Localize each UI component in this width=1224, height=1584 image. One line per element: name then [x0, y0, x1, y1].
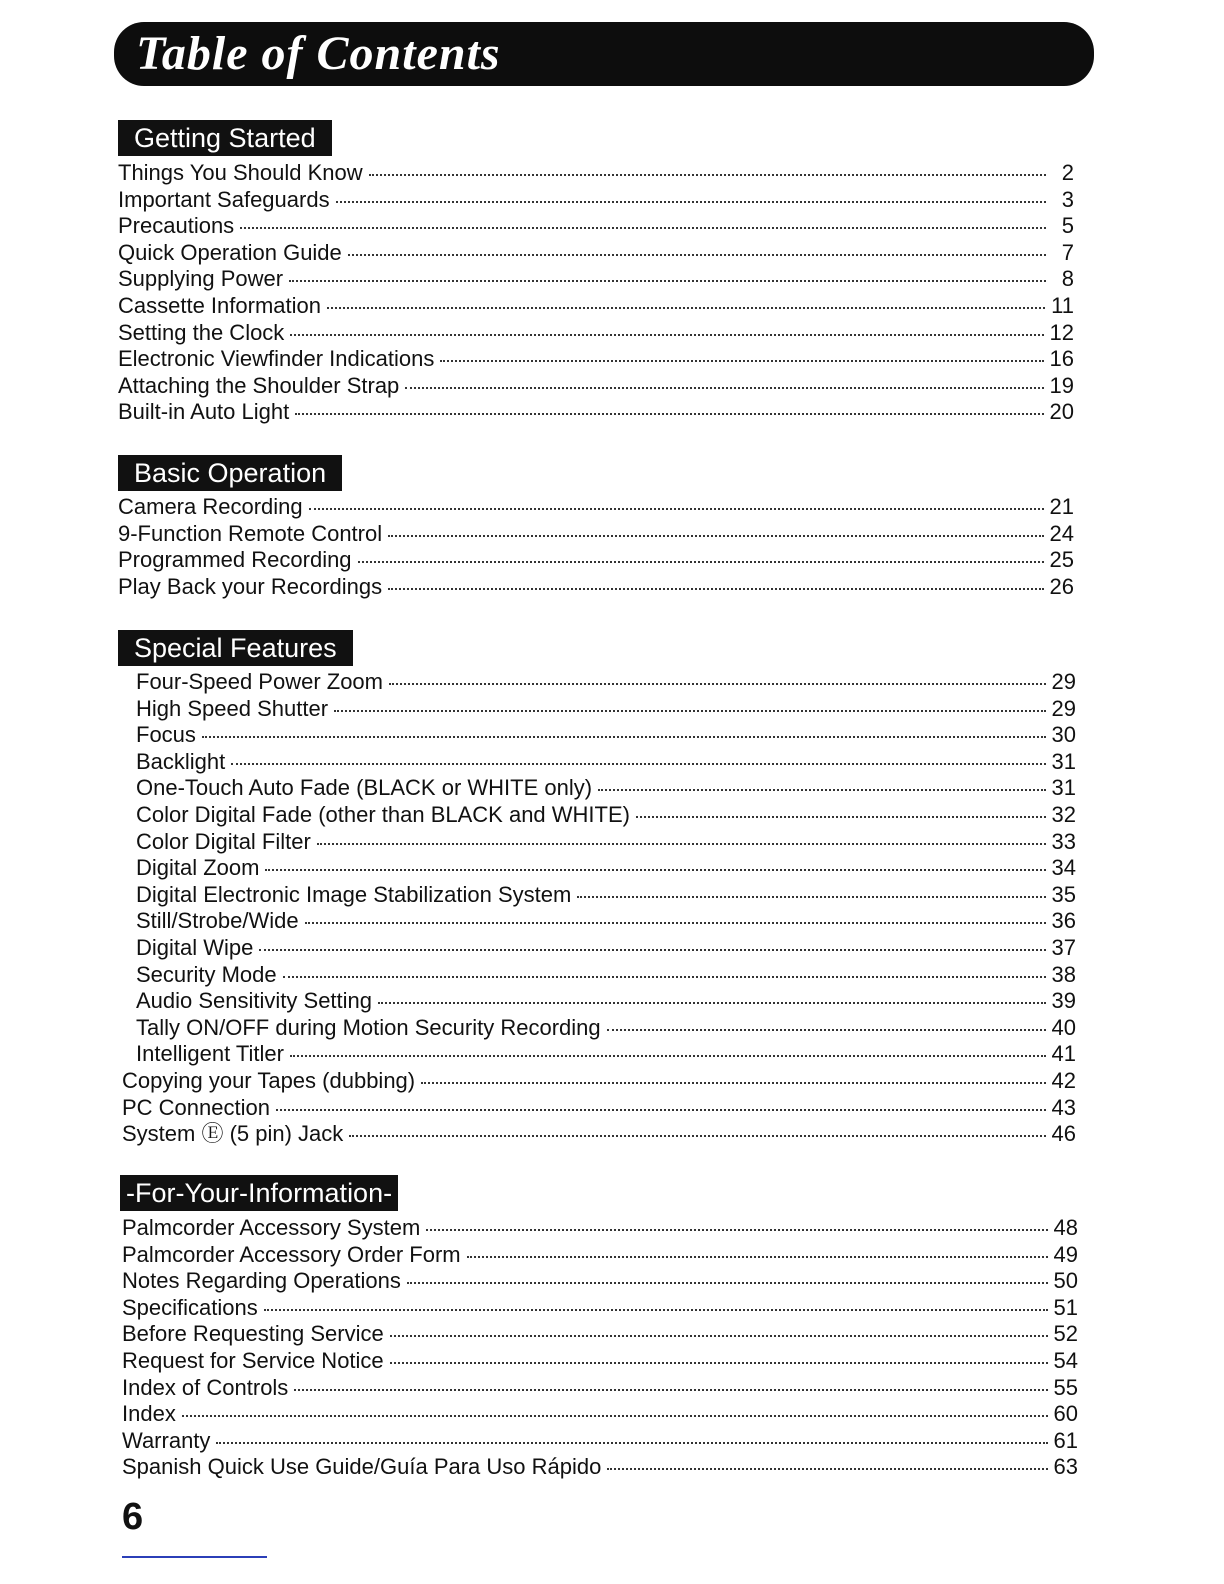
toc-entry-page: 37 [1051, 934, 1076, 960]
toc-entry-label: Still/Strobe/Wide [136, 908, 299, 934]
toc-entry-label: Quick Operation Guide [118, 239, 342, 265]
dot-leader [405, 387, 1043, 389]
toc-entry-label: Camera Recording [118, 494, 303, 519]
toc-entry-label: Built-in Auto Light [118, 399, 290, 425]
toc-entry-label: Color Digital Filter [136, 828, 311, 854]
toc-entry-page: 3 [1061, 186, 1074, 212]
toc-entry-label: Digital Electronic Image Stabilization System [136, 881, 572, 907]
dot-leader [216, 1442, 1047, 1444]
toc-entry-label: Digital Wipe [136, 934, 254, 960]
toc-entry[interactable] [118, 669, 1076, 696]
toc-entry-label: Notes Regarding Operations [122, 1268, 401, 1294]
toc-entry-label: Tally ON/OFF during Motion Security Recording [136, 1014, 601, 1040]
dot-leader [389, 683, 1046, 685]
toc-entry-page: 30 [1051, 722, 1076, 748]
toc-entry-page: 50 [1053, 1268, 1078, 1294]
toc-entry[interactable] [118, 373, 1074, 400]
section-heading-special-features: Special Features [118, 630, 353, 666]
toc-entry[interactable] [122, 1454, 1078, 1481]
toc-entry[interactable] [118, 574, 1074, 601]
toc-entry[interactable] [118, 1095, 1076, 1122]
toc-entry[interactable] [118, 494, 1074, 521]
dot-leader [388, 535, 1043, 537]
toc-entry[interactable] [118, 1015, 1076, 1042]
toc-entry-page: 2 [1061, 160, 1074, 185]
dot-leader [349, 1135, 1045, 1137]
toc-entry[interactable] [122, 1295, 1078, 1322]
dot-leader [388, 588, 1043, 590]
toc-entry-page: 7 [1061, 239, 1074, 265]
toc-entry-page: 48 [1053, 1215, 1078, 1240]
toc-entry-page: 32 [1051, 801, 1076, 827]
toc-entry-label: 9-Function Remote Control [118, 520, 383, 546]
toc-entry[interactable] [118, 399, 1074, 426]
toc-entry-page: 54 [1053, 1347, 1078, 1373]
toc-entry-page: 24 [1049, 520, 1074, 546]
toc-entry[interactable] [118, 293, 1074, 320]
toc-entry[interactable] [122, 1375, 1078, 1402]
toc-entry[interactable] [118, 749, 1076, 776]
toc-entry-page: 29 [1051, 695, 1076, 721]
dot-leader [202, 736, 1046, 738]
toc-entry-page: 61 [1053, 1427, 1078, 1453]
dot-leader [259, 949, 1045, 951]
dot-leader [407, 1282, 1048, 1284]
dot-leader [426, 1229, 1047, 1231]
toc-entry[interactable] [122, 1348, 1078, 1375]
toc-entry[interactable] [118, 521, 1074, 548]
section-heading-basic-operation: Basic Operation [118, 455, 342, 491]
dot-leader [336, 201, 1046, 203]
toc-entry-page: 36 [1051, 908, 1076, 934]
dot-leader [305, 922, 1046, 924]
toc-entry[interactable] [122, 1242, 1078, 1269]
toc-entry-label: Before Requesting Service [122, 1321, 384, 1347]
dot-leader [317, 843, 1046, 845]
dot-leader [240, 227, 1046, 229]
toc-list-getting-started [118, 160, 1074, 426]
toc-entry-page: 29 [1051, 669, 1076, 694]
toc-entry-label: High Speed Shutter [136, 695, 329, 721]
toc-entry[interactable] [118, 160, 1074, 187]
toc-entry[interactable] [118, 213, 1074, 240]
toc-entry-label: Specifications [122, 1294, 258, 1320]
toc-entry-label: Play Back your Recordings [118, 573, 383, 599]
dot-leader [295, 413, 1043, 415]
toc-entry-label: Cassette Information [118, 292, 321, 318]
toc-entry[interactable] [118, 722, 1076, 749]
toc-entry-page: 5 [1061, 213, 1074, 239]
toc-entry[interactable] [122, 1321, 1078, 1348]
toc-entry-label: Request for Service Notice [122, 1347, 384, 1373]
toc-entry-label: Index [122, 1401, 176, 1427]
toc-entry-page: 34 [1051, 855, 1076, 881]
toc-list-for-your-information [122, 1215, 1078, 1481]
toc-entry[interactable] [118, 829, 1076, 856]
toc-entry-label: System Ⓔ (5 pin) Jack [122, 1121, 344, 1147]
toc-list-basic-operation [118, 494, 1074, 600]
dot-leader [289, 280, 1046, 282]
toc-entry-page: 20 [1049, 399, 1074, 425]
toc-entry-page: 39 [1051, 988, 1076, 1014]
dot-leader [283, 976, 1046, 978]
toc-entry-label: Digital Zoom [136, 855, 260, 881]
dot-leader [577, 896, 1045, 898]
toc-entry-page: 51 [1053, 1294, 1078, 1320]
toc-entry-label: Color Digital Fade (other than BLACK and WHITE) [136, 801, 630, 827]
toc-entry-label: Programmed Recording [118, 547, 352, 573]
dot-leader [440, 360, 1043, 362]
toc-entry-page: 31 [1051, 775, 1076, 801]
toc-entry-page: 46 [1051, 1121, 1076, 1147]
dot-leader [290, 334, 1043, 336]
dot-leader [334, 710, 1045, 712]
dot-leader [264, 1309, 1048, 1311]
toc-entry-page: 16 [1049, 346, 1074, 372]
toc-entry-label: Supplying Power [118, 266, 284, 292]
toc-entry-page: 25 [1049, 547, 1074, 573]
toc-entry-label: Important Safeguards [118, 186, 330, 212]
toc-entry-page: 43 [1051, 1094, 1076, 1120]
dot-leader [348, 254, 1046, 256]
dot-leader [598, 789, 1045, 791]
toc-entry-label: Intelligent Titler [136, 1041, 284, 1067]
toc-entry-label: Four-Speed Power Zoom [136, 669, 383, 694]
toc-entry-page: 40 [1051, 1014, 1076, 1040]
toc-entry-page: 26 [1049, 573, 1074, 599]
toc-entry-label: Precautions [118, 213, 235, 239]
toc-entry[interactable] [118, 988, 1076, 1015]
toc-entry-label: Copying your Tapes (dubbing) [122, 1067, 416, 1093]
dot-leader [290, 1055, 1046, 1057]
toc-entry-page: 11 [1051, 292, 1074, 318]
dot-leader [378, 1002, 1045, 1004]
toc-entry[interactable] [122, 1215, 1078, 1242]
dot-leader [182, 1415, 1048, 1417]
dot-leader [369, 174, 1046, 176]
toc-entry-label: Attaching the Shoulder Strap [118, 372, 400, 398]
toc-entry-label: Focus [136, 722, 196, 748]
toc-entry-page: 35 [1051, 881, 1076, 907]
toc-entry-page: 19 [1049, 372, 1074, 398]
toc-entry-page: 38 [1051, 961, 1076, 987]
dot-leader [467, 1256, 1048, 1258]
toc-entry-label: Palmcorder Accessory System [122, 1215, 421, 1240]
toc-entry[interactable] [118, 320, 1074, 347]
toc-entry-page: 60 [1053, 1401, 1078, 1427]
toc-entry[interactable] [118, 1041, 1076, 1068]
toc-entry[interactable] [118, 1121, 1076, 1148]
toc-entry[interactable] [118, 1068, 1076, 1095]
dot-leader [607, 1468, 1047, 1470]
toc-entry-page: 21 [1049, 494, 1074, 519]
toc-entry-label: Security Mode [136, 961, 277, 987]
dot-leader [390, 1362, 1048, 1364]
toc-entry-page: 55 [1053, 1374, 1078, 1400]
toc-entry-page: 49 [1053, 1241, 1078, 1267]
toc-entry-label: Warranty [122, 1427, 211, 1453]
toc-entry[interactable] [118, 855, 1076, 882]
toc-entry[interactable] [118, 547, 1074, 574]
toc-entry[interactable] [118, 266, 1074, 293]
dot-leader [327, 307, 1045, 309]
toc-entry-label: Backlight [136, 748, 226, 774]
footer-rule [122, 1556, 267, 1558]
toc-entry-label: Spanish Quick Use Guide/Guía Para Uso Rápido [122, 1454, 602, 1480]
toc-entry-page: 42 [1051, 1067, 1076, 1093]
toc-entry-label: PC Connection [122, 1094, 270, 1120]
toc-entry-label: Electronic Viewfinder Indications [118, 346, 435, 372]
toc-entry-page: 33 [1051, 828, 1076, 854]
toc-entry-label: Setting the Clock [118, 319, 285, 345]
dot-leader [231, 763, 1045, 765]
dot-leader [309, 508, 1044, 510]
toc-entry[interactable] [118, 346, 1074, 373]
page-number: 6 [122, 1496, 144, 1538]
toc-entry-page: 41 [1051, 1041, 1076, 1067]
toc-entry-page: 8 [1061, 266, 1074, 292]
toc-entry[interactable] [122, 1268, 1078, 1295]
toc-entry[interactable] [122, 1401, 1078, 1428]
toc-entry[interactable] [118, 696, 1076, 723]
toc-entry[interactable] [118, 187, 1074, 214]
toc-entry-label: Audio Sensitivity Setting [136, 988, 373, 1014]
section-heading-for-your-information: -For-Your-Information- [120, 1175, 398, 1211]
dot-leader [294, 1389, 1047, 1391]
toc-entry[interactable] [118, 908, 1076, 935]
toc-entry-page: 31 [1051, 748, 1076, 774]
toc-entry[interactable] [118, 775, 1076, 802]
toc-entry-label: Things You Should Know [118, 160, 363, 185]
dot-leader [421, 1082, 1045, 1084]
dot-leader [607, 1029, 1046, 1031]
dot-leader [265, 869, 1045, 871]
dot-leader [276, 1109, 1046, 1111]
toc-entry-label: Palmcorder Accessory Order Form [122, 1241, 461, 1267]
page-title: Table of Contents [136, 27, 501, 80]
toc-entry-label: One-Touch Auto Fade (BLACK or WHITE only) [136, 775, 593, 801]
toc-entry[interactable] [118, 240, 1074, 267]
toc-entry[interactable] [118, 962, 1076, 989]
dot-leader [636, 816, 1046, 818]
toc-entry[interactable] [118, 882, 1076, 909]
dot-leader [358, 561, 1044, 563]
toc-entry[interactable] [118, 802, 1076, 829]
toc-entry-page: 12 [1049, 319, 1074, 345]
section-heading-getting-started: Getting Started [118, 120, 332, 156]
toc-entry-page: 52 [1053, 1321, 1078, 1347]
toc-list-special-features [118, 669, 1076, 1148]
dot-leader [390, 1335, 1048, 1337]
toc-entry[interactable] [122, 1428, 1078, 1455]
title-banner [114, 22, 1094, 86]
toc-entry[interactable] [118, 935, 1076, 962]
toc-entry-label: Index of Controls [122, 1374, 289, 1400]
toc-entry-page: 63 [1053, 1454, 1078, 1480]
